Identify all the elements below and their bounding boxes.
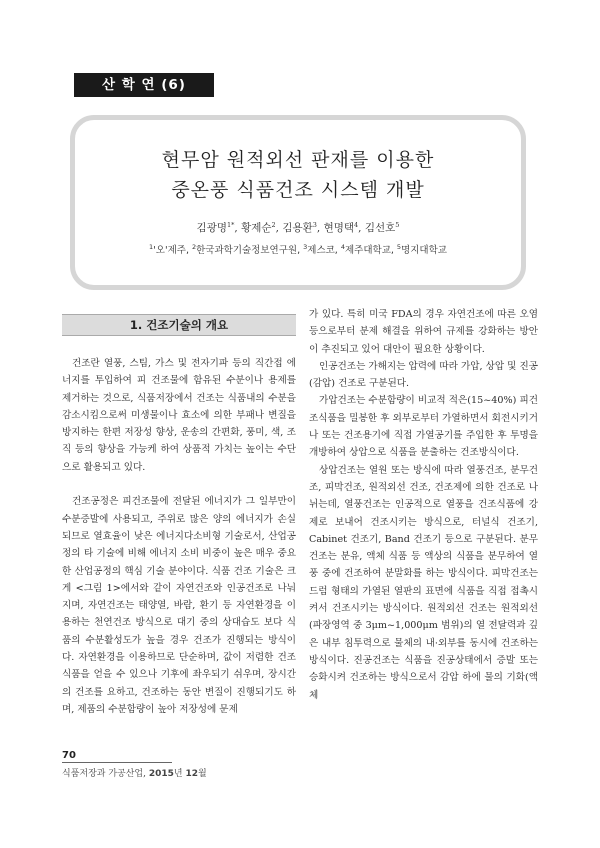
paragraph: 가 있다. 특히 미국 FDA의 경우 자연건조에 따른 오염 등으로부터 분제 해결을 위하여 규제를 강화하는 방안이 추진되고 있어 대안이 필요한 상황이다. [309,309,538,355]
footer-divider [62,762,172,763]
paragraph: 건조공정은 피건조물에 전달된 에너지가 그 일부만이 수분증발에 사용되고, 주위로 많은 양의 에너지가 손실되므로 열효율이 낮은 에너지다소비형 기술로서, 산업공정의 타 기술에 비해 에너지 소비 비중이 높은 매우 중요한 산업공정의 핵심 기술 분야이다. 식품 건조 기술은 크게 <그림 1>에서와 같이 자연건조와 인공건조로 나눠지며, 자연건조는 태양열, 바람, 환기 등 자연환경을 이용하는 천연건조 방식으로 대기 중의 상대습도 보다 식품의 수분활성도가 높을 경우 건조가 진행되는 방식이다. 자연환경을 이용하므로 단순하며, 값이 저렴한 건조식품을 얻을 수 있으나 기후에 좌우되기 쉬우며, 장시간의 건조를 요하고, 건조하는 동안 변질이 진행되기도 하며, 제품의 수분함량이 높아 저장성에 문제 [62,496,296,715]
journal-year-suffix: 년 [173,769,183,779]
paragraph: 인공건조는 가해지는 압력에 따라 가압, 상압 및 진공(감압) 건조로 구분된다. [309,360,539,390]
author-sup: 2 [271,221,276,229]
author-sup: 5 [395,221,400,229]
title-line-1: 현무암 원적외선 판재를 이용한 [161,149,435,171]
affiliation: '오'제주 [153,245,186,256]
affil-sup: 2 [191,243,197,251]
affiliation: 제주대학교 [344,245,391,256]
affiliation: 한국과학기술정보연구원 [196,245,298,256]
affiliation: 제스코 [307,245,335,256]
author-name: 김광명 [196,222,227,234]
author-sup: 3 [312,221,317,229]
affil-sup: 1 [149,243,154,251]
affiliation-list: $^1$'오'제주, $^2$한국과학기술정보연구원, $^3$제스코, $^4$제주대학교, $^5$명지대학교 [149,243,447,256]
paragraph: 건조란 열풍, 스팀, 가스 및 전자기파 등의 직간접 에너지를 투입하여 피 건조물에 함유된 수분이나 용제를 제거하는 것으로, 식품저장에서 건조는 식품내의 수분을 감소시킴으로써 미생물이나 효소에 의한 부패나 변질을 방지하는 한편 저장성 향상, 운송의 간편화, 풍미, 색, 조직 등의 향상을 가능케 하여 상품적 가치는 높이는 수단으로 활용되고 있다. [62,358,296,473]
title-box [70,115,526,290]
journal-name: 식품저장과 가공산업, [62,769,146,779]
journal-month: 12 [185,769,199,779]
section-heading: 1. 건조기술의 개요 [62,314,296,336]
title-line-2: 중온풍 식품건조 시스템 개발 [171,179,425,201]
paragraph: 가압건조는 수분함량이 비교적 적은(15~40%) 피건조식품을 밀봉한 후 외부로부터 가열하면서 회전시키거나 또는 건조용기에 직접 가열공기를 주입한 후 투명을 개방하여 상압으로 식품을 분출하는 건조방식이다. [309,395,538,459]
right-column [309,306,538,704]
author-sup: 1* [226,221,235,229]
journal-year: 2015 [148,769,174,779]
author-list: 김광명$^{1*}$, 황제순$^2$, 김용환$^3$, 현명택$^4$, 김선호$^5$ [196,221,400,234]
affil-sup: 3 [303,243,308,251]
left-column [62,355,296,718]
affiliation: 명지대학교 [401,245,447,256]
author-name: 현명택 [323,222,355,234]
author-sup: 4 [354,221,359,229]
author-name: 김용환 [282,222,313,234]
paragraph: 상압건조는 열원 또는 방식에 따라 열풍건조, 분무건조, 피막건조, 원적외선 건조, 건조제에 의한 건조로 나뉘는데, 열풍건조는 인공적으로 열풍을 건조식품에 강제로 보내어 건조시키는 방식으로, 터널식 건조기, Cabinet 건조기, Band 건조기 등으로 구분된다. 분무건조는 분유, 액체 식품 등 액상의 식품을 분무하여 열풍 중에 건조하여 분말화를 하는 방식이다. 피막건조는 드럼 형태의 가열된 열판의 표면에 식품을 직접 접촉시켜서 건조시키는 방식이다. 원적외선 건조는 원적외선(파장영역 중 3μm~1,000μm 범위)의 열 전달력과 깊은 내부 침투력으로 물체의 내·외부를 동시에 건조하는 방식이다. 진공건조는 식품을 진공상태에서 증발 또는 승화시켜 건조하는 방식으로서 감압 하에 물의 기화(액체 [309,464,538,701]
journal-month-suffix: 월 [198,769,207,779]
journal-info [62,766,207,779]
series-tag: 산 학 연 (6) [74,73,214,97]
author-name: 김선호 [364,222,396,234]
page-number: 70 [62,750,76,761]
affil-sup: 4 [340,243,345,251]
affil-sup: 5 [396,243,402,251]
author-name: 황제순 [241,222,272,234]
